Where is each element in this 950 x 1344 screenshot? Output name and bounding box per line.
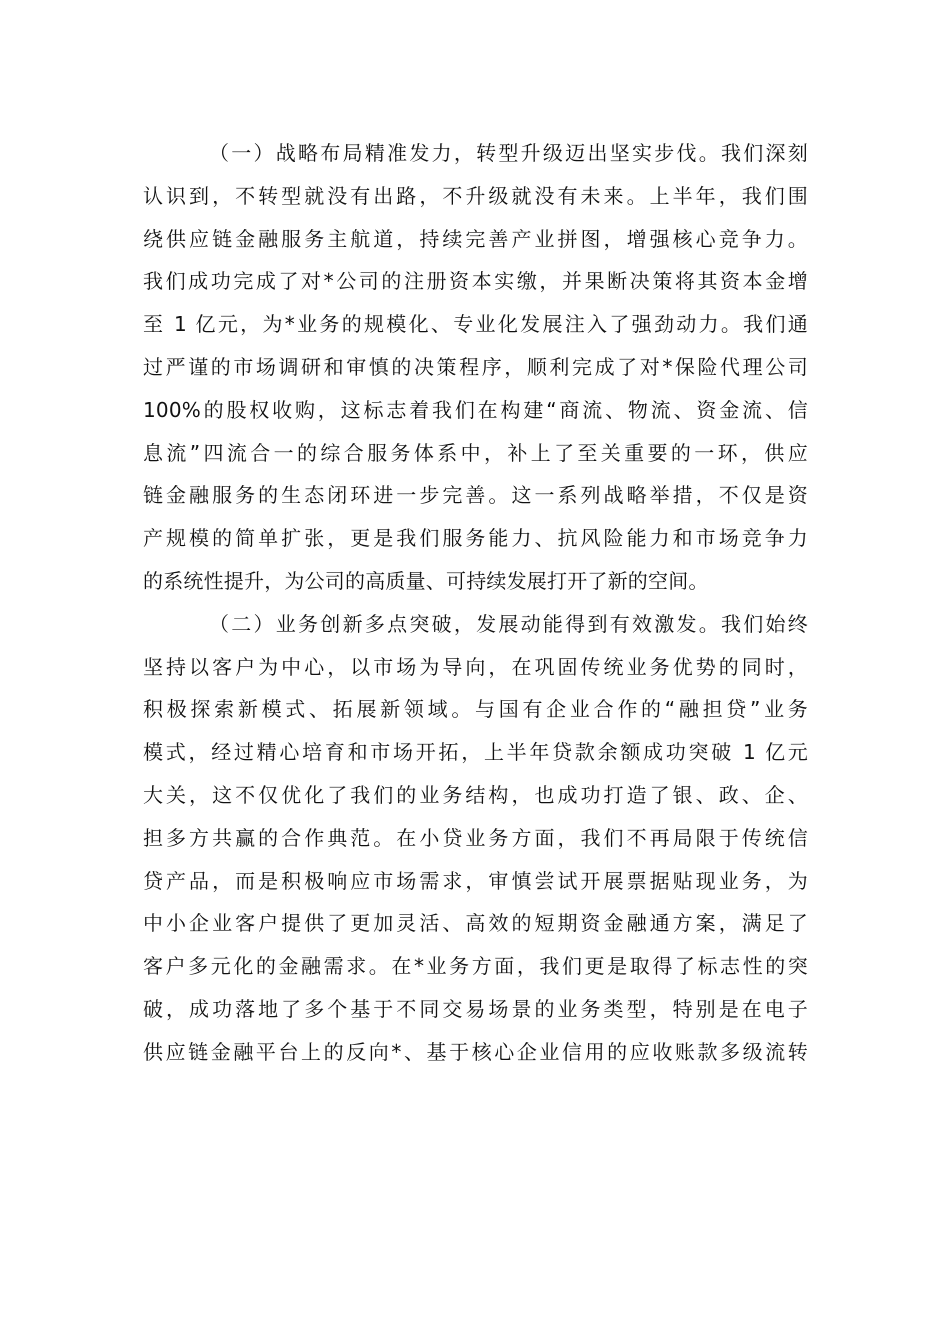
document-body [143, 132, 808, 1074]
text-line: 至 1 亿元，为*业务的规模化、专业化发展注入了强劲动力。我们通 [143, 312, 808, 337]
text-line: 100%的股权收购，这标志着我们在构建“商流、物流、资金流、信 [143, 397, 808, 422]
text-line: 中小企业客户提供了更加灵活、高效的短期资金融通方案，满足了 [143, 911, 808, 936]
text-line: 产规模的简单扩张，更是我们服务能力、抗风险能力和市场竞争力 [143, 526, 808, 551]
text-line: 积极探索新模式、拓展新领域。与国有企业合作的“融担贷”业务 [143, 697, 808, 722]
text-line: 大关，这不仅优化了我们的业务结构，也成功打造了银、政、企、 [143, 782, 808, 807]
paragraph-innovation [143, 603, 808, 1074]
text-line: 息流”四流合一的综合服务体系中，补上了至关重要的一环，供应 [143, 440, 808, 465]
text-line: 的系统性提升，为公司的高质量、可持续发展打开了新的空间。 [143, 568, 709, 593]
text-line: 客户多元化的金融需求。在*业务方面，我们更是取得了标志性的突 [143, 954, 808, 979]
text-line: 供应链金融平台上的反向*、基于核心企业信用的应收账款多级流转 [143, 1039, 808, 1064]
text-line: 我们成功完成了对*公司的注册资本实缴，并果断决策将其资本金增 [143, 269, 808, 294]
text-line: 过严谨的市场调研和审慎的决策程序，顺利完成了对*保险代理公司 [143, 354, 808, 379]
text-line: （一）战略布局精准发力，转型升级迈出坚实步伐。我们深刻 [209, 141, 808, 165]
text-line: 链金融服务的生态闭环进一步完善。这一系列战略举措，不仅是资 [143, 483, 808, 508]
text-line: 破，成功落地了多个基于不同交易场景的业务类型，特别是在电子 [143, 996, 808, 1021]
text-line: 担多方共赢的合作典范。在小贷业务方面，我们不再局限于传统信 [143, 825, 808, 850]
text-line: 绕供应链金融服务主航道，持续完善产业拼图，增强核心竞争力。 [143, 226, 808, 251]
text-line: 坚持以客户为中心，以市场为导向，在巩固传统业务优势的同时， [143, 654, 808, 679]
paragraph-strategy [143, 132, 808, 603]
text-line: 贷产品，而是积极响应市场需求，审慎尝试开展票据贴现业务，为 [143, 868, 808, 893]
text-line: 模式，经过精心培育和市场开拓，上半年贷款余额成功突破 1 亿元 [143, 740, 808, 765]
text-line: 认识到，不转型就没有出路，不升级就没有未来。上半年，我们围 [143, 183, 808, 208]
text-line: （二）业务创新多点突破，发展动能得到有效激发。我们始终 [209, 611, 808, 636]
